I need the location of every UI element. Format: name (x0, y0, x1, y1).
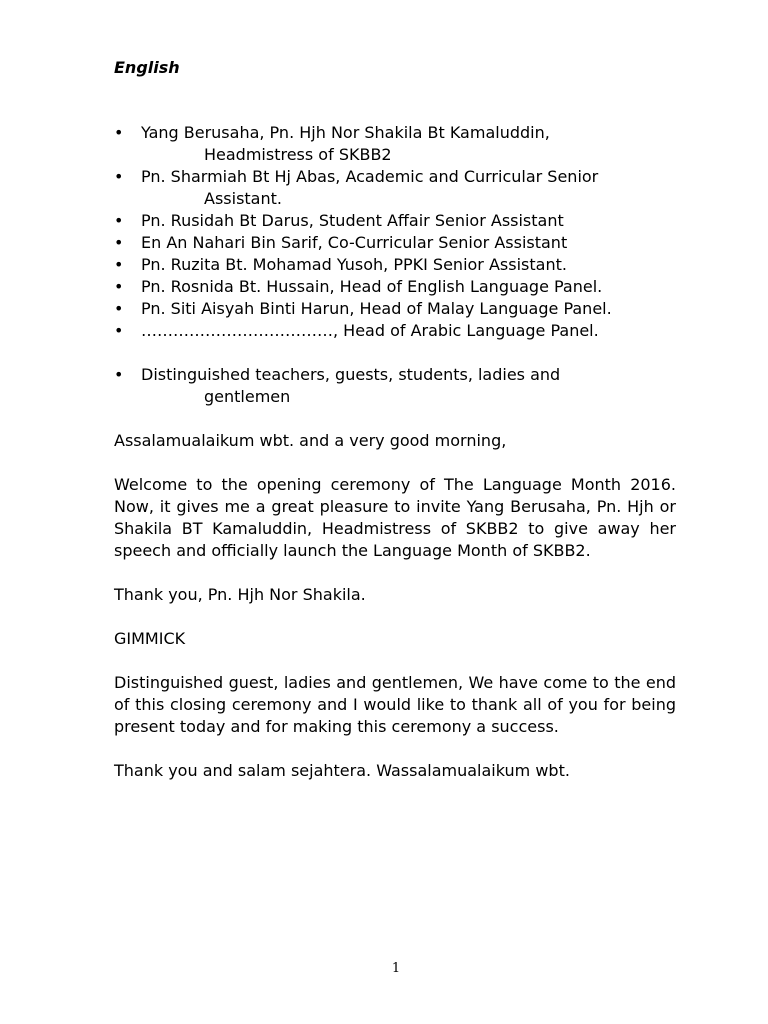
bullet-icon: • (114, 321, 124, 340)
list-item-text: Distinguished teachers, guests, students, ladies and (141, 365, 561, 384)
list-item-continuation: gentlemen (204, 387, 291, 406)
closing-paragraph: Distinguished guest, ladies and gentlemen, We have come to the end of this closing ceremony and I would like to thank all of you for being present today and for making this ceremony a success. (114, 673, 676, 736)
list-item-text: ………………………………, Head of Arabic Language Panel. (141, 321, 599, 340)
section-heading: English (114, 58, 180, 77)
list-item-continuation: Assistant. (204, 189, 282, 208)
bullet-icon: • (114, 365, 124, 384)
list-item (114, 298, 676, 320)
list-item-text: Pn. Rosnida Bt. Hussain, Head of English Language Panel. (141, 277, 603, 296)
bullet-icon: • (114, 211, 124, 230)
list-item-text: Pn. Rusidah Bt Darus, Student Affair Senior Assistant (141, 211, 564, 230)
address-list (114, 122, 676, 342)
list-item-text: Pn. Sharmiah Bt Hj Abas, Academic and Curricular Senior (141, 167, 599, 186)
bullet-icon: • (114, 299, 124, 318)
list-item (114, 210, 676, 232)
list-item (114, 122, 676, 166)
list-item (114, 254, 676, 276)
bullet-icon: • (114, 255, 124, 274)
greeting-list (114, 364, 676, 408)
list-item-text: Yang Berusaha, Pn. Hjh Nor Shakila Bt Kamaluddin, (141, 123, 550, 142)
page-number: 1 (391, 961, 401, 976)
salutation-paragraph: Assalamualaikum wbt. and a very good morning, (114, 431, 507, 450)
list-item (114, 320, 676, 342)
spacer (114, 342, 676, 364)
bullet-icon: • (114, 167, 124, 186)
list-item-continuation: Headmistress of SKBB2 (204, 145, 392, 164)
list-item (114, 276, 676, 298)
spacer (114, 408, 676, 430)
bullet-icon: • (114, 277, 124, 296)
gimmick-label: GIMMICK (114, 629, 186, 648)
list-item-text: Pn. Ruzita Bt. Mohamad Yusoh, PPKI Senior Assistant. (141, 255, 567, 274)
list-item-text: En An Nahari Bin Sarif, Co-Curricular Senior Assistant (141, 233, 568, 252)
bullet-icon: • (114, 233, 124, 252)
farewell-paragraph: Thank you and salam sejahtera. Wassalamualaikum wbt. (114, 761, 570, 780)
list-item-text: Pn. Siti Aisyah Binti Harun, Head of Malay Language Panel. (141, 299, 612, 318)
thanks-paragraph: Thank you, Pn. Hjh Nor Shakila. (114, 585, 366, 604)
document-content (114, 57, 676, 804)
list-item (114, 232, 676, 254)
welcome-paragraph: Welcome to the opening ceremony of The Language Month 2016. Now, it gives me a great pleasure to invite Yang Berusaha, Pn. Hjh or Shakila BT Kamaluddin, Headmistress of SKBB2 to give away her speech and officially launch the Language Month of SKBB2. (114, 475, 676, 560)
list-item (114, 166, 676, 210)
list-item (114, 364, 676, 408)
bullet-icon: • (114, 123, 124, 142)
